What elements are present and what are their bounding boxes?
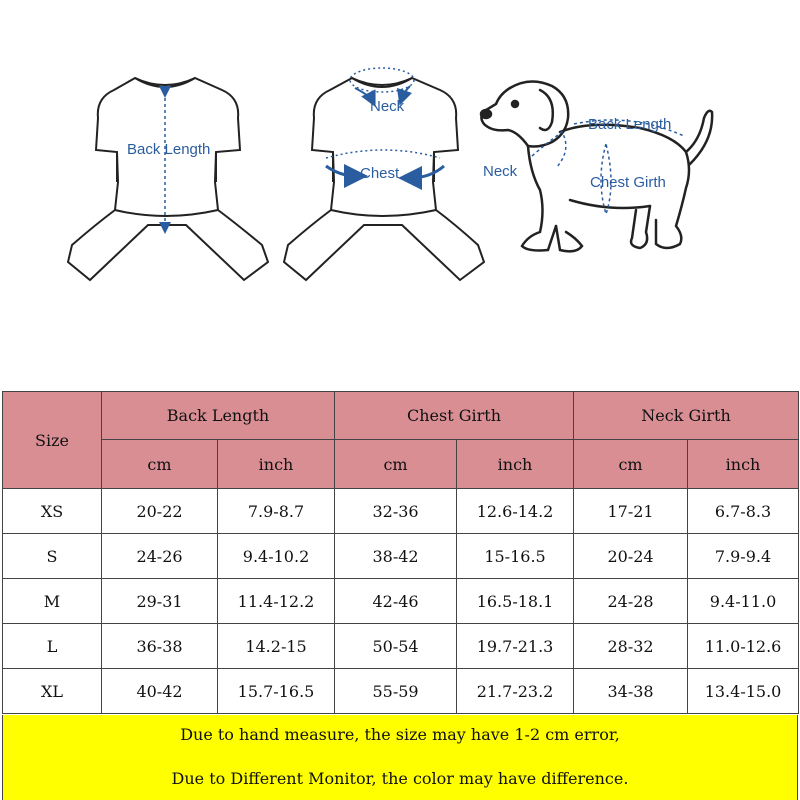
table-row: [3, 669, 799, 714]
value-cell: 38-42: [335, 534, 457, 579]
size-cell: XL: [3, 669, 102, 714]
table-row: [3, 624, 799, 669]
value-cell: 9.4-10.2: [218, 534, 335, 579]
table-row: [3, 489, 799, 534]
value-cell: 6.7-8.3: [688, 489, 799, 534]
shirt-chest-label: Chest: [360, 165, 400, 182]
value-cell: 12.6-14.2: [457, 489, 574, 534]
value-cell: 40-42: [102, 669, 218, 714]
value-cell: 34-38: [574, 669, 688, 714]
size-chart-table: [2, 391, 799, 714]
value-cell: 24-26: [102, 534, 218, 579]
size-cell: L: [3, 624, 102, 669]
size-cell: M: [3, 579, 102, 624]
size-cell: S: [3, 534, 102, 579]
value-cell: 13.4-15.0: [688, 669, 799, 714]
measurement-diagram: [0, 0, 800, 390]
table-row: [3, 534, 799, 579]
value-cell: 24-28: [574, 579, 688, 624]
value-cell: 16.5-18.1: [457, 579, 574, 624]
dog-back-length-label: Back Length: [588, 116, 672, 133]
dog-neck-label: Neck: [483, 163, 518, 180]
chest-arrow-right: [410, 166, 444, 178]
monitor-color-note: Due to Different Monitor, the color may have difference.: [171, 769, 629, 788]
measure-error-note: Due to hand measure, the size may have 1-2 cm error,: [180, 725, 620, 744]
value-cell: 9.4-11.0: [688, 579, 799, 624]
value-cell: 32-36: [335, 489, 457, 534]
table-units-row: [3, 440, 799, 489]
back-length-header: Back Length: [102, 392, 335, 440]
value-cell: 29-31: [102, 579, 218, 624]
neck-measure-loop: [350, 68, 414, 92]
shirt-back-length-label: Back Length: [127, 141, 211, 158]
disclaimer-notes: [2, 715, 798, 800]
value-cell: 14.2-15: [218, 624, 335, 669]
chest-girth-header: Chest Girth: [335, 392, 574, 440]
table-header-row: [3, 392, 799, 440]
value-cell: 20-22: [102, 489, 218, 534]
value-cell: 15-16.5: [457, 534, 574, 579]
shirt-neck-label: Neck: [370, 98, 405, 115]
value-cell: 19.7-21.3: [457, 624, 574, 669]
value-cell: 21.7-23.2: [457, 669, 574, 714]
size-cell: XS: [3, 489, 102, 534]
value-cell: 11.4-12.2: [218, 579, 335, 624]
value-cell: 20-24: [574, 534, 688, 579]
neck-girth-header: Neck Girth: [574, 392, 799, 440]
value-cell: 15.7-16.5: [218, 669, 335, 714]
unit-header: cm: [335, 440, 457, 489]
unit-header: inch: [218, 440, 335, 489]
chest-arrow-left: [326, 166, 356, 176]
table-row: [3, 579, 799, 624]
value-cell: 7.9-8.7: [218, 489, 335, 534]
value-cell: 28-32: [574, 624, 688, 669]
chest-measure-dashes: [326, 150, 440, 158]
unit-header: cm: [574, 440, 688, 489]
value-cell: 55-59: [335, 669, 457, 714]
value-cell: 17-21: [574, 489, 688, 534]
dog-chest-girth-label: Chest Girth: [590, 174, 666, 191]
size-header: Size: [3, 392, 102, 489]
unit-header: inch: [688, 440, 799, 489]
value-cell: 50-54: [335, 624, 457, 669]
dog-neck-loop: [532, 132, 566, 168]
value-cell: 36-38: [102, 624, 218, 669]
unit-header: inch: [457, 440, 574, 489]
value-cell: 11.0-12.6: [688, 624, 799, 669]
unit-header: cm: [102, 440, 218, 489]
jumpsuit-back-view: [68, 78, 268, 280]
value-cell: 42-46: [335, 579, 457, 624]
value-cell: 7.9-9.4: [688, 534, 799, 579]
